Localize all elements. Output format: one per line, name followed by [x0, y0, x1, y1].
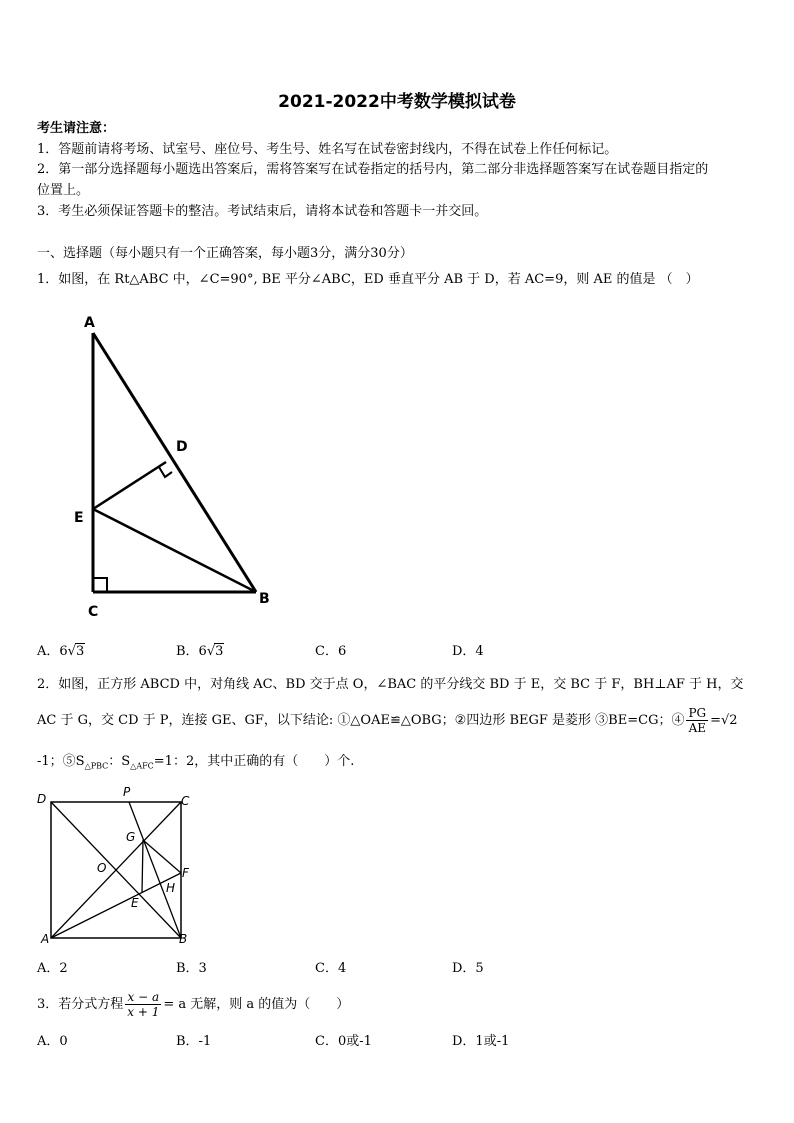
- q2-line-2: AC 于 G，交 CD 于 P，连接 GE、GF，以下结论: ①△OAE≌△OBG；②四边形 BEGF 是菱形 ③BE=CG；④ $\frac{PG}{AE}$ =√2: [37, 706, 738, 735]
- segment-GF: [143, 840, 181, 873]
- label-C: C: [181, 794, 190, 808]
- q3-option-c: C．0或-1: [315, 1034, 372, 1049]
- label-A: A: [41, 932, 50, 946]
- q2-option-a: A．2: [37, 961, 68, 976]
- label-A: A: [84, 315, 95, 331]
- label-E: E: [74, 510, 84, 526]
- label-D: D: [176, 439, 188, 455]
- q2-option-c: C．4: [315, 961, 347, 976]
- q1-triangle-figure: [60, 300, 290, 630]
- notice-line-1: 1．答题前请将考场、试室号、座位号、考生号、姓名写在试卷密封线内，不得在试卷上作任何标记。: [37, 142, 618, 157]
- label-H: H: [166, 881, 176, 895]
- segment-BP: [129, 802, 181, 938]
- q2-option-b: B．3: [176, 961, 207, 976]
- label-G: G: [126, 830, 136, 844]
- side-AB: [93, 333, 256, 592]
- label-E: E: [131, 896, 139, 910]
- label-B: B: [179, 932, 188, 946]
- notice-line-3: 位置上。: [37, 183, 90, 198]
- q3-option-a: A．0: [37, 1034, 68, 1049]
- q1-option-b: B．6√3: [176, 644, 224, 659]
- label-C: C: [88, 604, 99, 620]
- notice-line-2: 2．第一部分选择题每小题选出答案后，需将答案写在试卷指定的括号内，第二部分非选择题答案写在试卷题目指定的: [37, 162, 709, 177]
- q3-stem: 3．若分式方程 $\frac{x - a}{x + 1}$ = a 无解，则 a 的值为（ ）: [37, 990, 350, 1019]
- q3-option-b: B．-1: [176, 1034, 212, 1049]
- q2-option-d: D．5: [452, 961, 484, 976]
- section-heading: 一、选择题（每小题只有一个正确答案，每小题3分，满分30分）: [37, 246, 413, 261]
- q1-option-a: A．6√3: [37, 644, 85, 659]
- right-angle-C: [93, 578, 107, 592]
- label-O: O: [97, 861, 107, 875]
- segment-ED: [93, 462, 166, 509]
- q1-option-c: C．6: [315, 644, 347, 659]
- q2-line-3: -1；$⑤S_{\triangle PBC}$：$S_{\triangle AFC}=1$：2，其中正确的有（ ）个.: [37, 754, 355, 771]
- q1-option-d: D．4: [452, 644, 484, 659]
- page-title: 2021-2022中考数学模拟试卷: [278, 92, 516, 112]
- q2-line-1: 2．如图，正方形 ABCD 中，对角线 AC、BD 交于点 O，∠BAC 的平分线交 BD 于 E，交 BC 于 F，BH⊥AF 于 H，交: [37, 677, 744, 692]
- label-B: B: [259, 591, 270, 607]
- segment-GE: [142, 840, 143, 893]
- label-P: P: [123, 785, 131, 799]
- notice-line-4: 3．考生必须保证答题卡的整洁。考试结束后，请将本试卷和答题卡一并交回。: [37, 204, 488, 219]
- right-angle-D: [159, 467, 172, 477]
- segment-AF: [51, 873, 181, 938]
- label-D: D: [37, 792, 47, 806]
- q1-stem: 1．如图，在 Rt△ABC 中，∠C=90°, BE 平分∠ABC，ED 垂直平分 AB 于 D，若 AC=9，则 AE 的值是 （ ）: [37, 272, 699, 287]
- label-F: F: [182, 866, 189, 880]
- q2-square-figure: [35, 785, 205, 950]
- notice-heading: 考生请注意：: [37, 121, 116, 136]
- q3-option-d: D．1或-1: [452, 1034, 510, 1049]
